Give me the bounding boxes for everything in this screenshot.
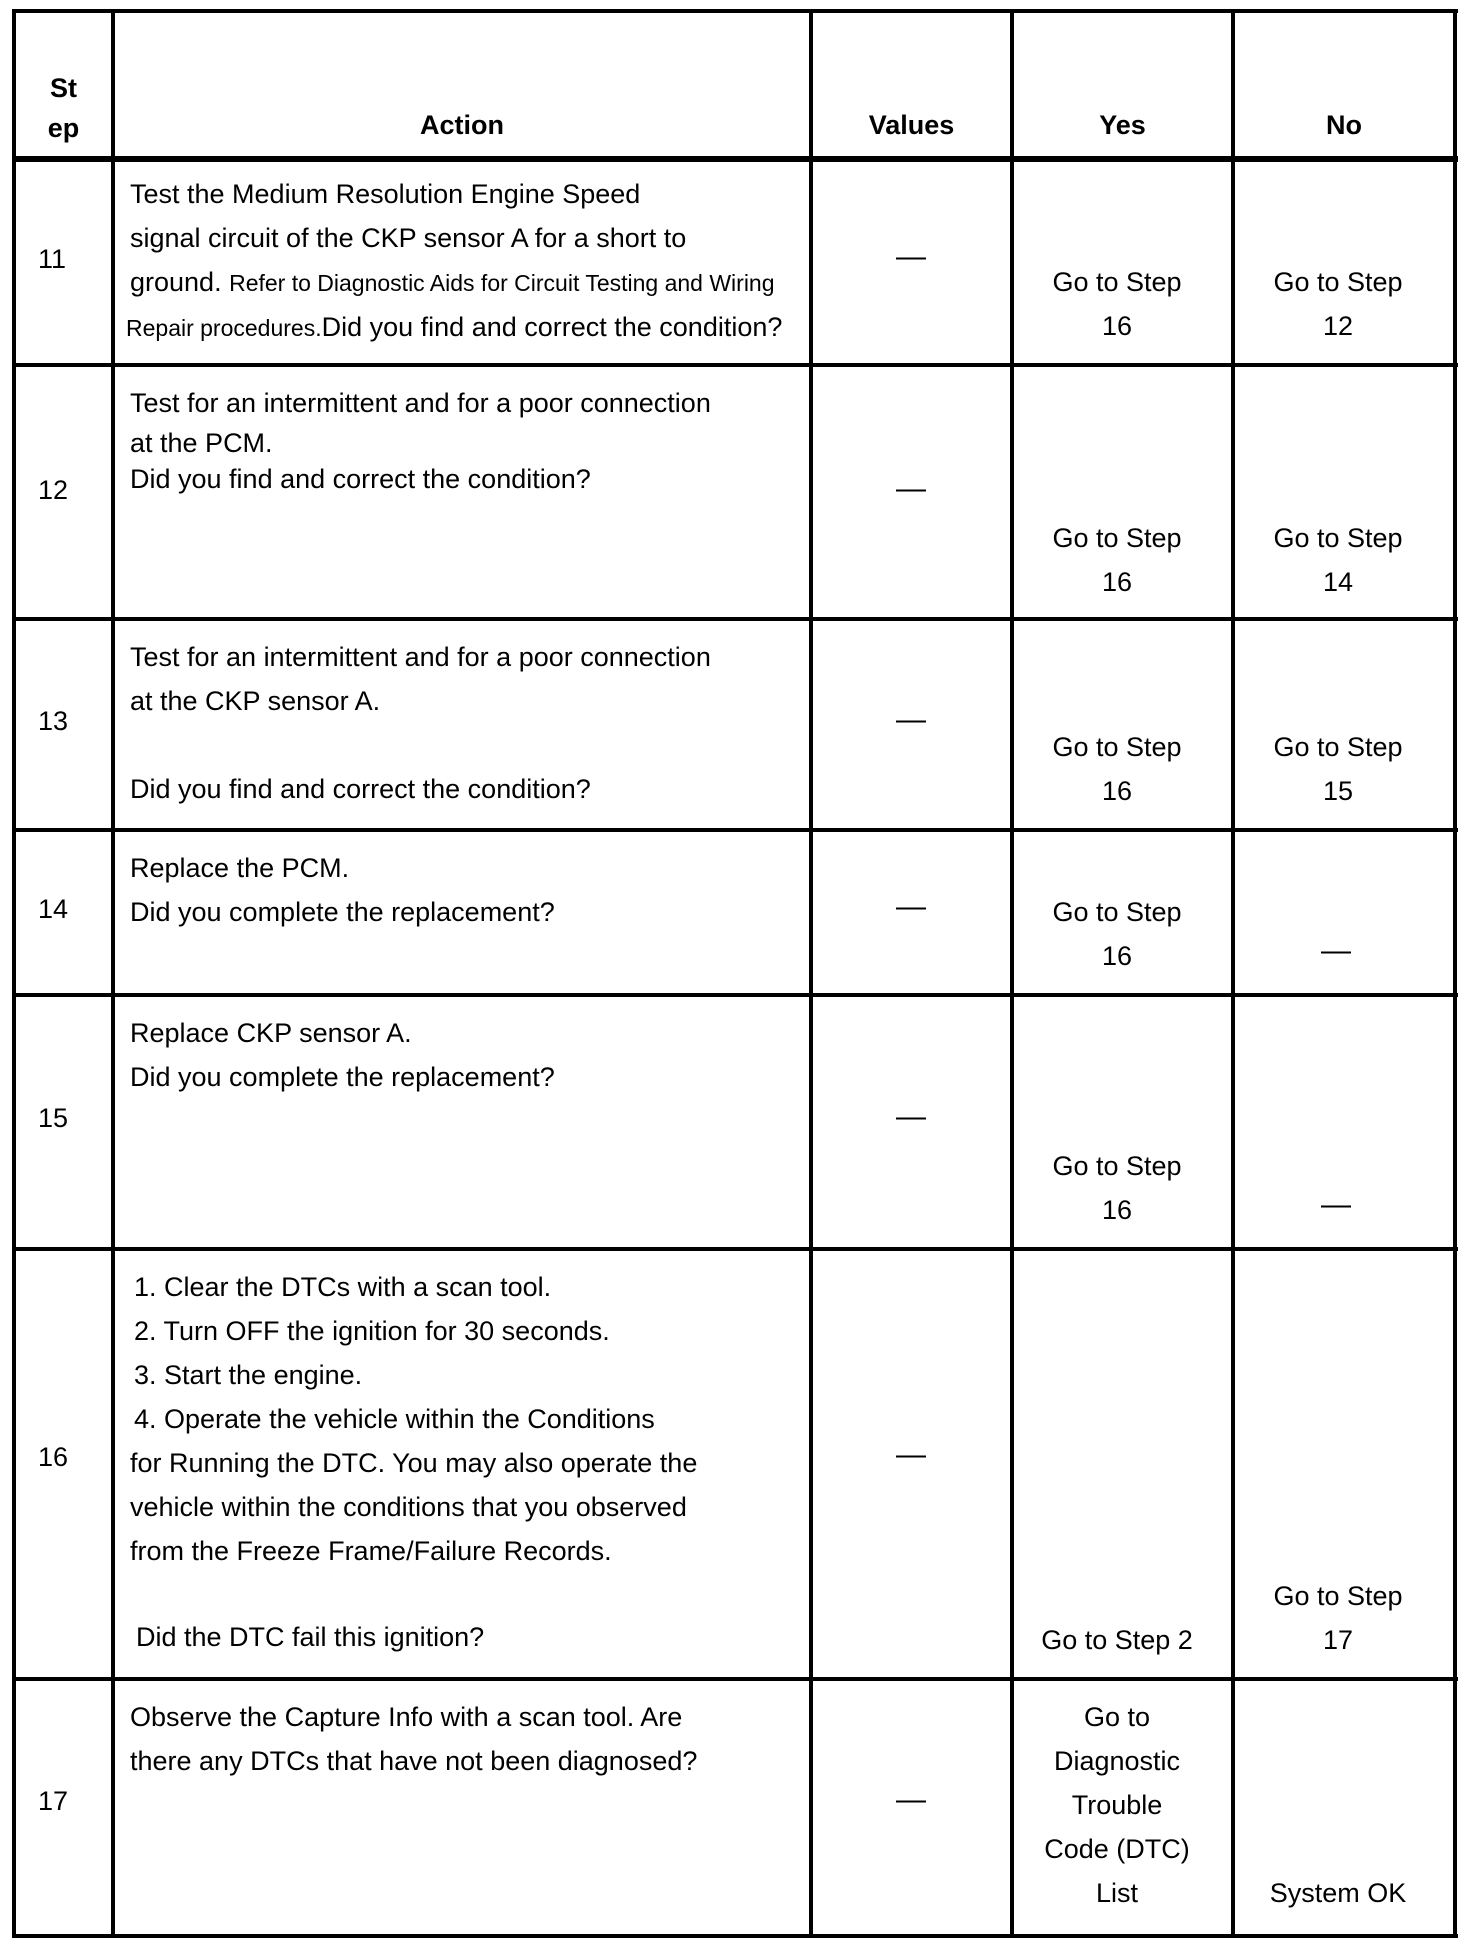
no-step: 15 [1322,776,1354,806]
yes-text: Go to Step [1052,523,1182,553]
yes-step: 16 [1101,941,1133,971]
value-dash: — [896,240,926,273]
no-step: 12 [1322,311,1354,341]
no-outcome [1234,725,1442,813]
value-dash: — [896,472,926,505]
action-line: at the CKP sensor A. [130,686,381,716]
action-reference: Repair procedures. [126,315,322,341]
table-right-border [1453,9,1457,1938]
no-text: Go to Step [1273,732,1403,762]
no-dash: — [1321,934,1351,967]
action-text [126,172,800,350]
action-line [126,305,800,350]
table-top-border [12,9,1458,13]
yes-outcome [1013,1144,1221,1232]
yes-text: Trouble [1071,1790,1163,1820]
procedure-list [130,1265,800,1441]
action-line: Test for an intermittent and for a poor connection [130,642,711,672]
action-line: Test for an intermittent and for a poor connection [130,388,711,418]
value-dash: — [896,890,926,923]
header-step [16,68,111,148]
yes-text: Go to Step [1052,732,1182,762]
row-divider [12,993,1458,997]
step-number: 14 [38,894,69,924]
action-line: Test the Medium Resolution Engine Speed [130,179,641,209]
step-number: 11 [38,244,67,274]
header-action: Action [420,110,504,140]
action-text [130,1695,800,1783]
action-line: Replace CKP sensor A. [130,1018,412,1048]
action-text [130,1265,800,1659]
action-line: Observe the Capture Info with a scan tool. Are [130,1702,683,1732]
yes-outcome [1013,890,1221,978]
no-dash: — [1321,1188,1351,1221]
yes-outcome [1013,1695,1221,1915]
action-reference: Refer to Diagnostic Aids for Circuit Testing and Wiring [229,270,775,296]
action-line: for Running the DTC. You may also operate the [130,1448,698,1478]
yes-text: Diagnostic [1053,1746,1181,1776]
action-line: Did you complete the replacement? [130,897,555,927]
step-number: 15 [38,1103,69,1133]
no-step: 17 [1322,1625,1354,1655]
header-no: No [1326,110,1362,140]
value-dash: — [896,1783,926,1816]
list-item: 4. Operate the vehicle within the Conditions [134,1404,655,1434]
action-line: Did you find and correct the condition? [130,464,591,494]
action-text [130,635,800,811]
action-question: Did the DTC fail this ignition? [136,1622,485,1652]
row-divider [12,1677,1458,1681]
value-dash: — [896,703,926,736]
table-bottom-border [12,1934,1458,1938]
no-outcome: System OK [1269,1878,1407,1908]
no-text: Go to Step [1273,267,1403,297]
no-outcome [1234,260,1442,348]
action-line: at the PCM. [130,428,273,458]
header-bottom-border [12,156,1458,162]
no-outcome [1234,1574,1442,1662]
action-line: Replace the PCM. [130,853,350,883]
action-question: Did you find and correct the condition? [321,312,783,342]
value-dash: — [896,1438,926,1471]
no-outcome [1234,516,1442,604]
header-values: Values [868,110,955,140]
list-item: 2. Turn OFF the ignition for 30 seconds. [134,1316,610,1346]
step-number: 12 [38,475,69,505]
step-number: 13 [38,706,69,736]
yes-text: Go to Step [1052,897,1182,927]
header-step-line: St [50,73,77,103]
yes-step: 16 [1101,311,1133,341]
value-dash: — [896,1100,926,1133]
column-divider [111,9,115,1938]
action-line: Did you complete the replacement? [130,1062,555,1092]
header-yes: Yes [1099,110,1146,140]
row-divider [12,828,1458,832]
action-text [130,846,800,934]
action-text-segment: ground. [130,267,222,297]
action-line: Did you find and correct the condition? [130,774,591,804]
action-line: signal circuit of the CKP sensor A for a short to [130,223,687,253]
action-text [130,381,800,501]
yes-outcome [1013,516,1221,604]
action-text [130,1011,800,1099]
yes-step: 16 [1101,776,1133,806]
yes-outcome: Go to Step 2 [1041,1625,1193,1655]
no-text: Go to Step [1273,523,1403,553]
yes-text: Go to Step [1052,267,1182,297]
step-number: 17 [38,1786,69,1816]
yes-text: List [1095,1878,1139,1908]
yes-step: 16 [1101,567,1133,597]
action-line: vehicle within the conditions that you observed [130,1492,687,1522]
no-text: Go to Step [1273,1581,1403,1611]
header-step-line: ep [47,113,80,143]
yes-outcome [1013,725,1221,813]
yes-outcome [1013,260,1221,348]
action-line: from the Freeze Frame/Failure Records. [130,1536,612,1566]
table-left-border [12,9,16,1938]
no-step: 14 [1322,567,1354,597]
yes-text: Go to [1083,1702,1151,1732]
yes-text: Go to Step [1052,1151,1182,1181]
yes-step: 16 [1101,1195,1133,1225]
action-line: there any DTCs that have not been diagnosed? [130,1746,698,1776]
list-item: 1. Clear the DTCs with a scan tool. [134,1272,552,1302]
step-number: 16 [38,1442,69,1472]
row-divider [12,617,1458,621]
row-divider [12,1247,1458,1251]
action-line [130,260,800,305]
yes-text: Code (DTC) [1044,1834,1190,1864]
list-item: 3. Start the engine. [134,1360,363,1390]
column-divider [809,9,813,1938]
row-divider [12,363,1458,367]
